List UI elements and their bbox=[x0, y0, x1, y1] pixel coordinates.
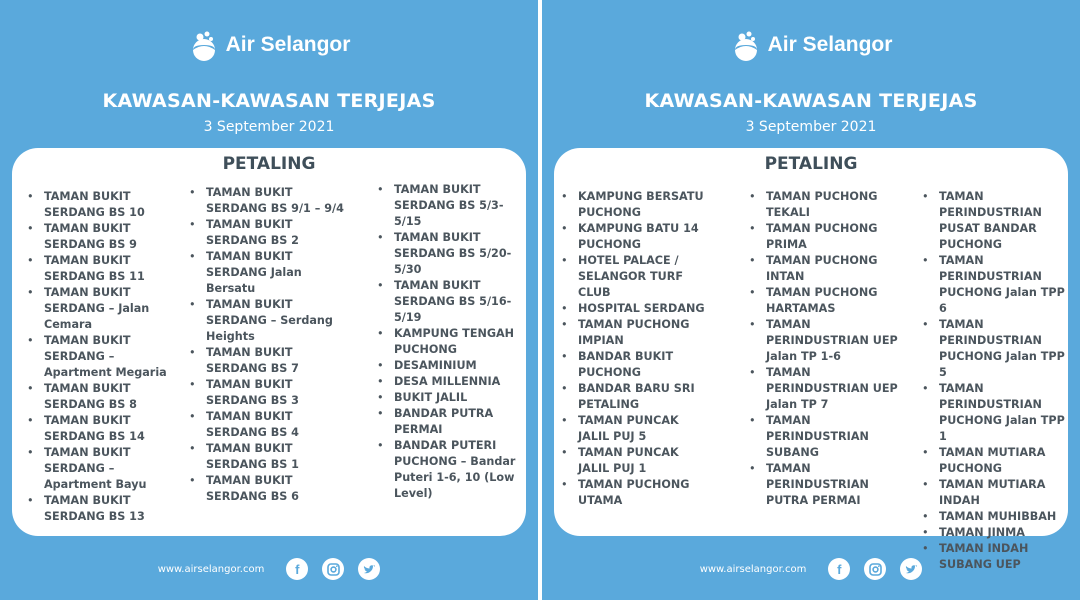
area-list-item: • TAMAN BUKIT SERDANG BS 11 bbox=[24, 253, 184, 285]
area-list-item: • TAMAN PERINDUSTRIAN PUCHONG Jalan TPP 1 bbox=[919, 381, 1068, 445]
area-list-item: • TAMAN PUCHONG IMPIAN bbox=[558, 317, 733, 349]
area-list-item: • TAMAN JINMA bbox=[919, 525, 1068, 541]
brand-logo bbox=[542, 28, 1080, 62]
area-list-item: • TAMAN BUKIT SERDANG BS 6 bbox=[186, 473, 361, 505]
facebook-icon[interactable]: f bbox=[286, 558, 308, 580]
page-title: KAWASAN-KAWASAN TERJEJAS bbox=[102, 90, 436, 112]
area-list-card bbox=[12, 148, 526, 536]
area-list-item: • TAMAN PUCHONG HARTAMAS bbox=[746, 285, 906, 317]
area-column-1 bbox=[24, 189, 184, 525]
district-heading: PETALING bbox=[222, 154, 316, 174]
area-list-item: • TAMAN BUKIT SERDANG BS 9 bbox=[24, 221, 184, 253]
area-list-item: • TAMAN MUHIBBAH bbox=[919, 509, 1068, 525]
area-list-item: • TAMAN PUCHONG INTAN bbox=[746, 253, 906, 285]
area-list-item: • DESAMINIUM bbox=[374, 358, 526, 374]
area-list-item: • TAMAN PERINDUSTRIAN PUCHONG Jalan TPP 5 bbox=[919, 317, 1068, 381]
area-column-3 bbox=[374, 182, 526, 502]
brand-name: Air Selangor bbox=[225, 33, 351, 56]
area-list-item: • TAMAN BUKIT SERDANG BS 7 bbox=[186, 345, 361, 377]
area-list-item: • TAMAN PERINDUSTRIAN PUSAT BANDAR PUCHONG bbox=[919, 189, 1068, 253]
twitter-icon[interactable] bbox=[900, 558, 922, 580]
area-list-item: • TAMAN BUKIT SERDANG – Apartment Megaria bbox=[24, 333, 184, 381]
area-list-item: • TAMAN BUKIT SERDANG BS 14 bbox=[24, 413, 184, 445]
right-panel bbox=[542, 0, 1080, 600]
area-list-item: • TAMAN BUKIT SERDANG BS 4 bbox=[186, 409, 361, 441]
area-list-item: • TAMAN PUCHONG TEKALI bbox=[746, 189, 906, 221]
area-list-item: • TAMAN BUKIT SERDANG BS 2 bbox=[186, 217, 361, 249]
area-list-item: • TAMAN BUKIT SERDANG BS 1 bbox=[186, 441, 361, 473]
area-list-item: • TAMAN BUKIT SERDANG BS 8 bbox=[24, 381, 184, 413]
page-date: 3 September 2021 bbox=[745, 119, 877, 135]
area-list-item: • DESA MILLENNIA bbox=[374, 374, 526, 390]
area-list-item: • HOTEL PALACE / SELANGOR TURF CLUB bbox=[558, 253, 733, 301]
area-list-item: • TAMAN BUKIT SERDANG BS 9/1 – 9/4 bbox=[186, 185, 361, 217]
area-list-item: • TAMAN BUKIT SERDANG BS 5/3-5/15 bbox=[374, 182, 526, 230]
left-panel bbox=[0, 0, 538, 600]
area-list-item: • TAMAN MUTIARA INDAH bbox=[919, 477, 1068, 509]
area-list-item: • HOSPITAL SERDANG bbox=[558, 301, 733, 317]
area-list-item: • TAMAN PERINDUSTRIAN UEP Jalan TP 7 bbox=[746, 365, 906, 413]
instagram-icon[interactable] bbox=[322, 558, 344, 580]
area-column-3 bbox=[919, 189, 1068, 573]
instagram-icon[interactable] bbox=[864, 558, 886, 580]
area-list-item: • BUKIT JALIL bbox=[374, 390, 526, 406]
area-list-item: • TAMAN BUKIT SERDANG BS 13 bbox=[24, 493, 184, 525]
area-column-1 bbox=[558, 189, 733, 509]
area-list-item: • TAMAN BUKIT SERDANG – Jalan Cemara bbox=[24, 285, 184, 333]
area-list-item: • TAMAN BUKIT SERDANG BS 10 bbox=[24, 189, 184, 221]
area-list-item: • TAMAN PERINDUSTRIAN PUCHONG Jalan TPP 6 bbox=[919, 253, 1068, 317]
district-heading: PETALING bbox=[764, 154, 858, 174]
water-drop-logo-icon bbox=[730, 28, 762, 62]
area-list-item: • TAMAN BUKIT SERDANG BS 5/16- 5/19 bbox=[374, 278, 526, 326]
area-list-item: • TAMAN PUCHONG UTAMA bbox=[558, 477, 733, 509]
area-list-item: • BANDAR PUTRA PERMAI bbox=[374, 406, 526, 438]
area-list-item: • TAMAN INDAH SUBANG UEP bbox=[919, 541, 1068, 573]
area-list-item: • TAMAN PERINDUSTRIAN PUTRA PERMAI bbox=[746, 461, 906, 509]
page-title: KAWASAN-KAWASAN TERJEJAS bbox=[644, 90, 978, 112]
brand-logo bbox=[0, 28, 538, 62]
area-list-item: • KAMPUNG BERSATU PUCHONG bbox=[558, 189, 733, 221]
facebook-icon[interactable]: f bbox=[828, 558, 850, 580]
footer bbox=[0, 558, 538, 580]
area-list-item: • TAMAN BUKIT SERDANG BS 3 bbox=[186, 377, 361, 409]
area-list-item: • BANDAR BUKIT PUCHONG bbox=[558, 349, 733, 381]
area-column-2 bbox=[746, 189, 906, 509]
area-list-item: • TAMAN BUKIT SERDANG Jalan Bersatu bbox=[186, 249, 361, 297]
area-list-item: • TAMAN PERINDUSTRIAN SUBANG bbox=[746, 413, 906, 461]
area-list-item: • TAMAN BUKIT SERDANG BS 5/20- 5/30 bbox=[374, 230, 526, 278]
area-list-item: • TAMAN PUCHONG PRIMA bbox=[746, 221, 906, 253]
area-list-item: • TAMAN MUTIARA PUCHONG bbox=[919, 445, 1068, 477]
area-list-item: • KAMPUNG TENGAH PUCHONG bbox=[374, 326, 526, 358]
water-drop-logo-icon bbox=[188, 28, 220, 62]
twitter-icon[interactable] bbox=[358, 558, 380, 580]
area-list-item: • TAMAN BUKIT SERDANG – Apartment Bayu bbox=[24, 445, 184, 493]
page-date: 3 September 2021 bbox=[203, 119, 335, 135]
area-list-item: • BANDAR BARU SRI PETALING bbox=[558, 381, 733, 413]
area-list-item: • TAMAN PUNCAK JALIL PUJ 5 bbox=[558, 413, 733, 445]
website-link[interactable]: www.airselangor.com bbox=[157, 563, 265, 575]
brand-name: Air Selangor bbox=[767, 33, 893, 56]
website-link[interactable]: www.airselangor.com bbox=[699, 563, 807, 575]
area-list-item: • TAMAN BUKIT SERDANG – Serdang Heights bbox=[186, 297, 361, 345]
area-list-item: • TAMAN PUNCAK JALIL PUJ 1 bbox=[558, 445, 733, 477]
area-list-item: • KAMPUNG BATU 14 PUCHONG bbox=[558, 221, 733, 253]
area-column-2 bbox=[186, 185, 361, 505]
footer bbox=[542, 558, 1080, 580]
area-list-item: • TAMAN PERINDUSTRIAN UEP Jalan TP 1-6 bbox=[746, 317, 906, 365]
area-list-item: • BANDAR PUTERI PUCHONG – Bandar Puteri 1-6, 10 (Low Level) bbox=[374, 438, 526, 502]
